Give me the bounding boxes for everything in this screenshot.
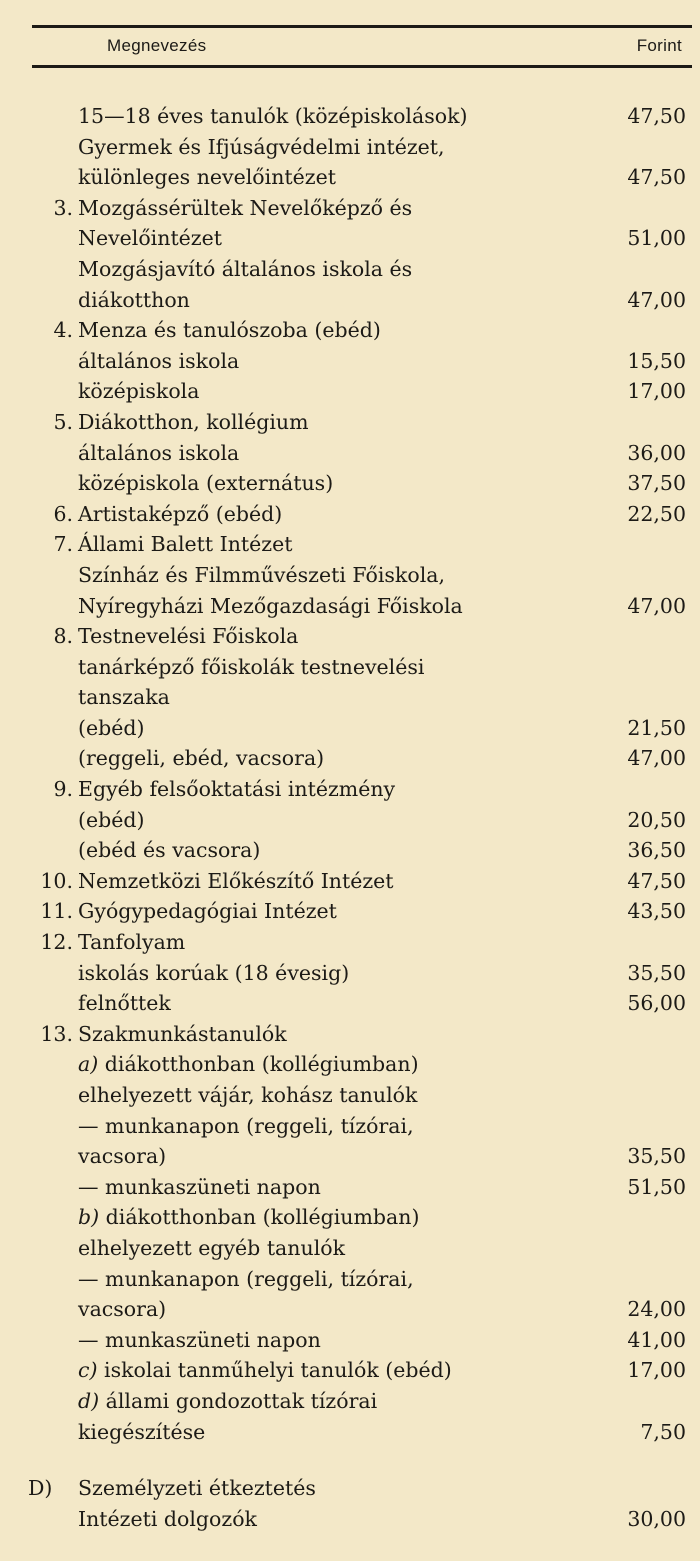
item-text: középiskola (externátus) (78, 471, 334, 496)
table-row (0, 988, 700, 1019)
item-price: 30,00 (627, 1506, 686, 1531)
item-price: 43,50 (627, 899, 686, 924)
item-text: Nevelőintézet (78, 226, 222, 251)
item-text: Diákotthon, kollégium (78, 409, 309, 434)
item-description (78, 285, 190, 316)
item-text: tanárképző főiskolák testnevelési (78, 654, 425, 679)
item-text: Személyzeti étkeztetés (78, 1476, 316, 1501)
top-rule (32, 25, 692, 28)
table-row (0, 1325, 700, 1356)
item-description (78, 774, 395, 805)
table-row (0, 315, 700, 346)
item-letter: c) (78, 1358, 98, 1383)
item-price: 17,00 (627, 1358, 686, 1383)
item-price: 41,00 (627, 1327, 686, 1352)
table-row (0, 621, 700, 652)
item-text: diákotthon (78, 287, 190, 312)
item-description (78, 529, 292, 560)
item-text: Szakmunkástanulók (78, 1021, 287, 1046)
item-price: 47,00 (627, 746, 686, 771)
item-number: 13. (40, 1021, 73, 1046)
table-row (0, 560, 700, 591)
item-description (78, 621, 298, 652)
item-text: Artistaképző (ebéd) (78, 501, 283, 526)
item-description (78, 805, 145, 836)
table-row (0, 1080, 700, 1111)
item-description (78, 652, 424, 683)
table-row (0, 713, 700, 744)
item-price: 51,00 (627, 226, 686, 251)
item-description (78, 1294, 166, 1325)
table-row (0, 591, 700, 622)
item-text: különleges nevelőintézet (78, 165, 336, 190)
table-row (0, 652, 700, 683)
item-text: Állami Balett Intézet (78, 532, 293, 557)
item-description (78, 1172, 321, 1203)
item-description (78, 315, 381, 346)
price-table (0, 101, 700, 1534)
item-description (78, 1386, 377, 1417)
item-price: 22,50 (627, 501, 686, 526)
item-description (78, 927, 185, 958)
item-description (78, 1417, 205, 1448)
item-description (78, 1325, 321, 1356)
item-text: állami gondozottak tízórai (105, 1388, 378, 1413)
item-description (78, 1080, 417, 1111)
table-row (0, 1386, 700, 1417)
table-row (0, 1233, 700, 1264)
header-rule (32, 65, 692, 68)
item-text: Színház és Filmművészeti Főiskola, (78, 562, 445, 587)
item-description (78, 468, 333, 499)
table-row (0, 162, 700, 193)
table-row (0, 805, 700, 836)
item-description (78, 591, 463, 622)
table-row (0, 529, 700, 560)
item-price: 36,50 (627, 838, 686, 863)
table-row (0, 1019, 700, 1050)
item-description (78, 1264, 414, 1295)
column-header-forint: Forint (636, 36, 682, 55)
item-number: 3. (53, 195, 73, 220)
item-text: Intézeti dolgozók (78, 1506, 257, 1531)
table-row (0, 927, 700, 958)
item-description (78, 193, 412, 224)
item-description (78, 1049, 419, 1080)
item-text: középiskola (78, 379, 200, 404)
item-letter: d) (78, 1388, 100, 1413)
table-row (0, 376, 700, 407)
item-description (78, 988, 171, 1019)
item-description (78, 254, 412, 285)
spacer-row (0, 1447, 700, 1473)
item-description (78, 132, 445, 163)
item-text: iskolás korúak (18 évesig) (78, 960, 350, 985)
item-price: 20,50 (627, 807, 686, 832)
item-price: 47,50 (627, 868, 686, 893)
table-row (0, 743, 700, 774)
item-description (78, 162, 336, 193)
item-text: Mozgásjavító általános iskola és (78, 256, 413, 281)
item-description (78, 713, 145, 744)
item-number: D) (28, 1476, 53, 1501)
table-row (0, 193, 700, 224)
item-text: (reggeli, ebéd, vacsora) (78, 746, 325, 771)
table-row (0, 1417, 700, 1448)
table-row (0, 1355, 700, 1386)
item-text: Nemzetközi Előkészítő Intézet (78, 868, 394, 893)
table-row (0, 1473, 700, 1504)
table-row (0, 438, 700, 469)
item-price: 47,50 (627, 104, 686, 128)
table-row (0, 132, 700, 163)
item-description (78, 1141, 166, 1172)
table-header (32, 36, 692, 60)
item-description (78, 1111, 414, 1142)
item-price: 21,50 (627, 715, 686, 740)
item-description (78, 376, 199, 407)
item-text: tanszaka (78, 685, 170, 710)
table-row (0, 254, 700, 285)
item-description (78, 1473, 316, 1504)
item-price: 36,00 (627, 440, 686, 465)
item-number: 6. (53, 501, 73, 526)
item-description (78, 1233, 345, 1264)
table-row (0, 774, 700, 805)
item-text: felnőttek (78, 991, 171, 1016)
item-description (78, 1504, 257, 1535)
item-text: — munkaszüneti napon (78, 1174, 321, 1199)
item-price: 24,00 (627, 1297, 686, 1322)
item-number: 9. (53, 777, 73, 802)
table-row (0, 1504, 700, 1535)
item-text: (ebéd) (78, 807, 145, 832)
table-row (0, 346, 700, 377)
item-text: Egyéb felsőoktatási intézmény (78, 777, 396, 802)
item-text: Mozgássérültek Nevelőképző és (78, 195, 413, 220)
table-row (0, 1294, 700, 1325)
item-description (78, 346, 239, 377)
item-text: — munkanapon (reggeli, tízórai, (78, 1113, 414, 1138)
item-text: Tanfolyam (78, 930, 186, 955)
item-text: — munkanapon (reggeli, tízórai, (78, 1266, 414, 1291)
item-text: elhelyezett egyéb tanulók (78, 1235, 346, 1260)
item-text: általános iskola (78, 440, 240, 465)
item-description (78, 1019, 287, 1050)
item-price: 7,50 (640, 1419, 686, 1444)
item-number: 8. (53, 624, 73, 649)
item-text: általános iskola (78, 348, 240, 373)
item-price: 17,00 (627, 379, 686, 404)
table-row (0, 499, 700, 530)
item-text: Gyógypedagógiai Intézet (78, 899, 337, 924)
item-number: 5. (53, 409, 73, 434)
item-description (78, 896, 337, 927)
item-text: Testnevelési Főiskola (78, 624, 299, 649)
table-row (0, 1111, 700, 1142)
item-number: 11. (40, 899, 73, 924)
item-price: 56,00 (627, 991, 686, 1016)
item-text: Menza és tanulószoba (ebéd) (78, 318, 381, 343)
item-description (78, 223, 222, 254)
item-number: 4. (53, 318, 73, 343)
table-row (0, 1172, 700, 1203)
table-row (0, 958, 700, 989)
item-description (78, 438, 239, 469)
item-price: 47,00 (627, 287, 686, 312)
table-row (0, 1141, 700, 1172)
item-number: 10. (40, 868, 73, 893)
table-row (0, 1264, 700, 1295)
table-row (0, 1049, 700, 1080)
item-text: (ebéd és vacsora) (78, 838, 261, 863)
item-description (78, 560, 445, 591)
item-price: 47,00 (627, 593, 686, 618)
item-price: 37,50 (627, 471, 686, 496)
item-text: iskolai tanműhelyi tanulók (ebéd) (104, 1358, 452, 1383)
item-description (78, 1202, 419, 1233)
item-number: 7. (53, 532, 73, 557)
item-text: elhelyezett vájár, kohász tanulók (78, 1083, 418, 1107)
column-header-name: Megnevezés (107, 36, 207, 55)
item-text: diákotthonban (kollégiumban) (104, 1052, 419, 1077)
item-price: 35,50 (627, 960, 686, 985)
item-description (78, 101, 468, 132)
item-description (78, 682, 170, 713)
item-text: diákotthonban (kollégiumban) (105, 1205, 420, 1230)
table-row (0, 835, 700, 866)
item-text: (ebéd) (78, 715, 145, 740)
item-letter: b) (78, 1205, 100, 1230)
table-row (0, 896, 700, 927)
item-letter: a) (78, 1052, 99, 1077)
item-number: 12. (40, 930, 73, 955)
item-description (78, 958, 349, 989)
item-text: Nyíregyházi Mezőgazdasági Főiskola (78, 593, 463, 618)
item-text: — munkaszüneti napon (78, 1327, 321, 1352)
table-row (0, 407, 700, 438)
table-row (0, 285, 700, 316)
table-row (0, 682, 700, 713)
item-price: 15,50 (627, 348, 686, 373)
item-description (78, 835, 260, 866)
item-price: 35,50 (627, 1144, 686, 1169)
item-price: 47,50 (627, 165, 686, 190)
item-text: Gyermek és Ifjúságvédelmi intézet, (78, 134, 445, 159)
table-row (0, 101, 700, 132)
table-row (0, 866, 700, 897)
item-text: vacsora) (78, 1297, 167, 1322)
table-row (0, 1202, 700, 1233)
item-description (78, 1355, 452, 1386)
item-text: 15—18 éves tanulók (középiskolások) (78, 104, 468, 128)
table-row (0, 468, 700, 499)
item-description (78, 407, 309, 438)
item-text: kiegészítése (78, 1419, 206, 1444)
item-text: vacsora) (78, 1144, 167, 1169)
table-row (0, 223, 700, 254)
item-description (78, 743, 324, 774)
item-description (78, 866, 394, 897)
item-price: 51,50 (627, 1174, 686, 1199)
item-description (78, 499, 282, 530)
